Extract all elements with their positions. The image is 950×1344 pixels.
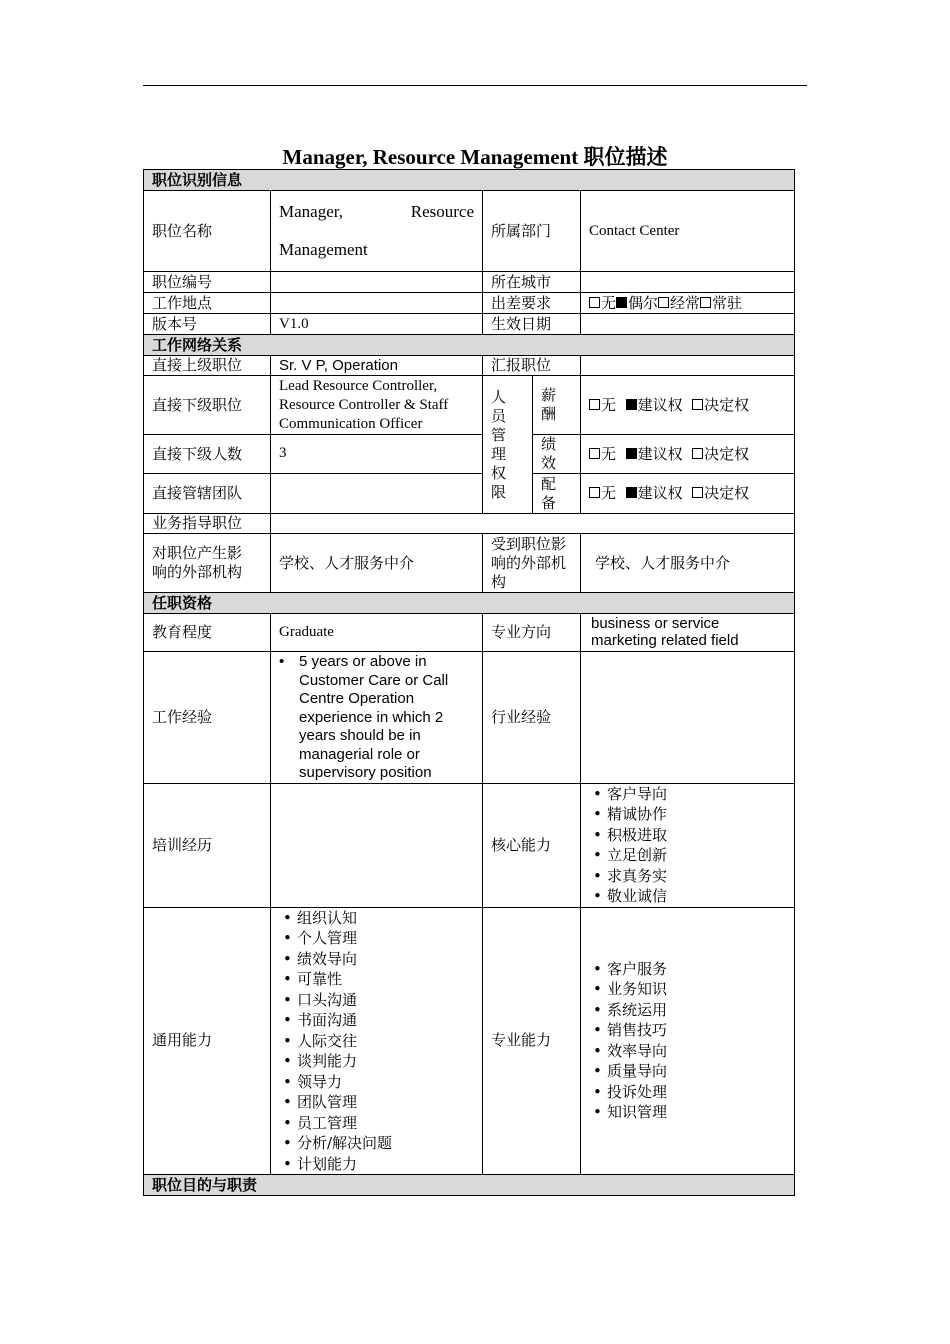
authority-compensation-label: 薪 酬	[533, 376, 581, 435]
position-code-label: 职位编号	[144, 272, 271, 293]
general-competency-list	[279, 908, 474, 1175]
header-rule	[143, 85, 807, 86]
external-influenced-label: 受到职位影 响的外部机 构	[483, 534, 581, 593]
list-item: • 客户服务	[589, 959, 786, 980]
list-item: • 精诚协作	[589, 804, 786, 825]
list-item: • 敬业诚信	[589, 886, 786, 907]
external-influencing-label: 对职位产生影 响的外部机构	[144, 534, 271, 593]
list-item: • 销售技巧	[589, 1020, 786, 1041]
experience-value	[271, 652, 483, 784]
core-competency-list	[589, 784, 786, 907]
list-item: • 积极进取	[589, 825, 786, 846]
list-item: • 员工管理	[279, 1113, 474, 1134]
effective-date-value	[581, 314, 795, 335]
major-label: 专业方向	[483, 614, 581, 652]
core-competency-value	[581, 783, 795, 907]
general-competency-value	[271, 907, 483, 1175]
direct-subordinate-label: 直接下级职位	[144, 376, 271, 435]
travel-option-occasional: 偶尔	[616, 294, 658, 313]
industry-experience-label: 行业经验	[483, 652, 581, 784]
effective-date-label: 生效日期	[483, 314, 581, 335]
list-item: • 客户导向	[589, 784, 786, 805]
position-code-value	[271, 272, 483, 293]
authority-staffing-label: 配 备	[533, 474, 581, 514]
direct-subordinate-value: Lead Resource Controller, Resource Controller & Staff Communication Officer	[271, 376, 483, 435]
major-value: business or service marketing related field	[581, 614, 795, 652]
business-guidance-label: 业务指导职位	[144, 514, 271, 534]
list-item: • 组织认知	[279, 908, 474, 929]
professional-competency-value	[581, 907, 795, 1175]
section-identity: 职位识别信息	[144, 170, 795, 191]
authority-compensation-options: 无 建议权 决定权	[581, 376, 795, 435]
travel-options	[581, 293, 795, 314]
training-label: 培训经历	[144, 783, 271, 907]
direct-superior-value: Sr. V P, Operation	[271, 356, 483, 376]
direct-superior-label: 直接上级职位	[144, 356, 271, 376]
professional-competency-list	[589, 959, 786, 1123]
education-label: 教育程度	[144, 614, 271, 652]
list-item: • 效率导向	[589, 1041, 786, 1062]
department-value: Contact Center	[581, 191, 795, 272]
list-item: • 质量导向	[589, 1061, 786, 1082]
position-name-label: 职位名称	[144, 191, 271, 272]
position-name-value: Manager, Resource Management	[271, 191, 483, 272]
travel-option-resident: 常驻	[700, 294, 742, 313]
list-item: • 可靠性	[279, 969, 474, 990]
list-item: • 绩效导向	[279, 949, 474, 970]
section-network: 工作网络关系	[144, 335, 795, 356]
business-guidance-value	[271, 514, 795, 534]
professional-competency-label: 专业能力	[483, 907, 581, 1175]
report-value	[581, 356, 795, 376]
report-label: 汇报职位	[483, 356, 581, 376]
authority-staffing-options: 无 建议权 决定权	[581, 474, 795, 514]
version-label: 版本号	[144, 314, 271, 335]
department-label: 所属部门	[483, 191, 581, 272]
core-competency-label: 核心能力	[483, 783, 581, 907]
workplace-label: 工作地点	[144, 293, 271, 314]
section-qualification: 任职资格	[144, 593, 795, 614]
list-item: • 系统运用	[589, 1000, 786, 1021]
managed-team-value	[271, 474, 483, 514]
general-competency-label: 通用能力	[144, 907, 271, 1175]
external-influencing-value: 学校、人才服务中介	[271, 534, 483, 593]
managed-team-label: 直接管辖团队	[144, 474, 271, 514]
list-item: • 谈判能力	[279, 1051, 474, 1072]
external-influenced-value: 学校、人才服务中介	[581, 534, 795, 593]
list-item: • 领导力	[279, 1072, 474, 1093]
experience-list	[279, 653, 474, 783]
subordinate-count-label: 直接下级人数	[144, 435, 271, 474]
education-value: Graduate	[271, 614, 483, 652]
list-item: • 人际交往	[279, 1031, 474, 1052]
list-item: • 口头沟通	[279, 990, 474, 1011]
list-item: • 业务知识	[589, 979, 786, 1000]
city-label: 所在城市	[483, 272, 581, 293]
list-item: • 分析/解决问题	[279, 1133, 474, 1154]
authority-performance-options: 无 建议权 决定权	[581, 435, 795, 474]
travel-option-none: 无	[589, 294, 616, 313]
job-description-table	[143, 169, 795, 1196]
list-item: • 书面沟通	[279, 1010, 474, 1031]
list-item: • 计划能力	[279, 1154, 474, 1175]
version-value: V1.0	[271, 314, 483, 335]
travel-label: 出差要求	[483, 293, 581, 314]
city-value	[581, 272, 795, 293]
subordinate-count-value: 3	[271, 435, 483, 474]
training-value	[271, 783, 483, 907]
list-item: • 立足创新	[589, 845, 786, 866]
list-item: • 个人管理	[279, 928, 474, 949]
list-item: • 投诉处理	[589, 1082, 786, 1103]
section-purpose: 职位目的与职责	[144, 1175, 795, 1196]
list-item: • 知识管理	[589, 1102, 786, 1123]
list-item: • 求真务实	[589, 866, 786, 887]
workplace-value	[271, 293, 483, 314]
authority-performance-label: 绩 效	[533, 435, 581, 474]
list-item: • 5 years or above in Customer Care or Call Centre Operation experience in which 2 years should be in managerial role or supervisory position	[279, 653, 474, 783]
industry-experience-value	[581, 652, 795, 784]
list-item: • 团队管理	[279, 1092, 474, 1113]
travel-option-frequent: 经常	[658, 294, 700, 313]
document-title: Manager, Resource Management 职位描述	[282, 145, 668, 169]
experience-label: 工作经验	[144, 652, 271, 784]
hr-authority-label: 人 员 管 理 权 限	[483, 376, 533, 514]
